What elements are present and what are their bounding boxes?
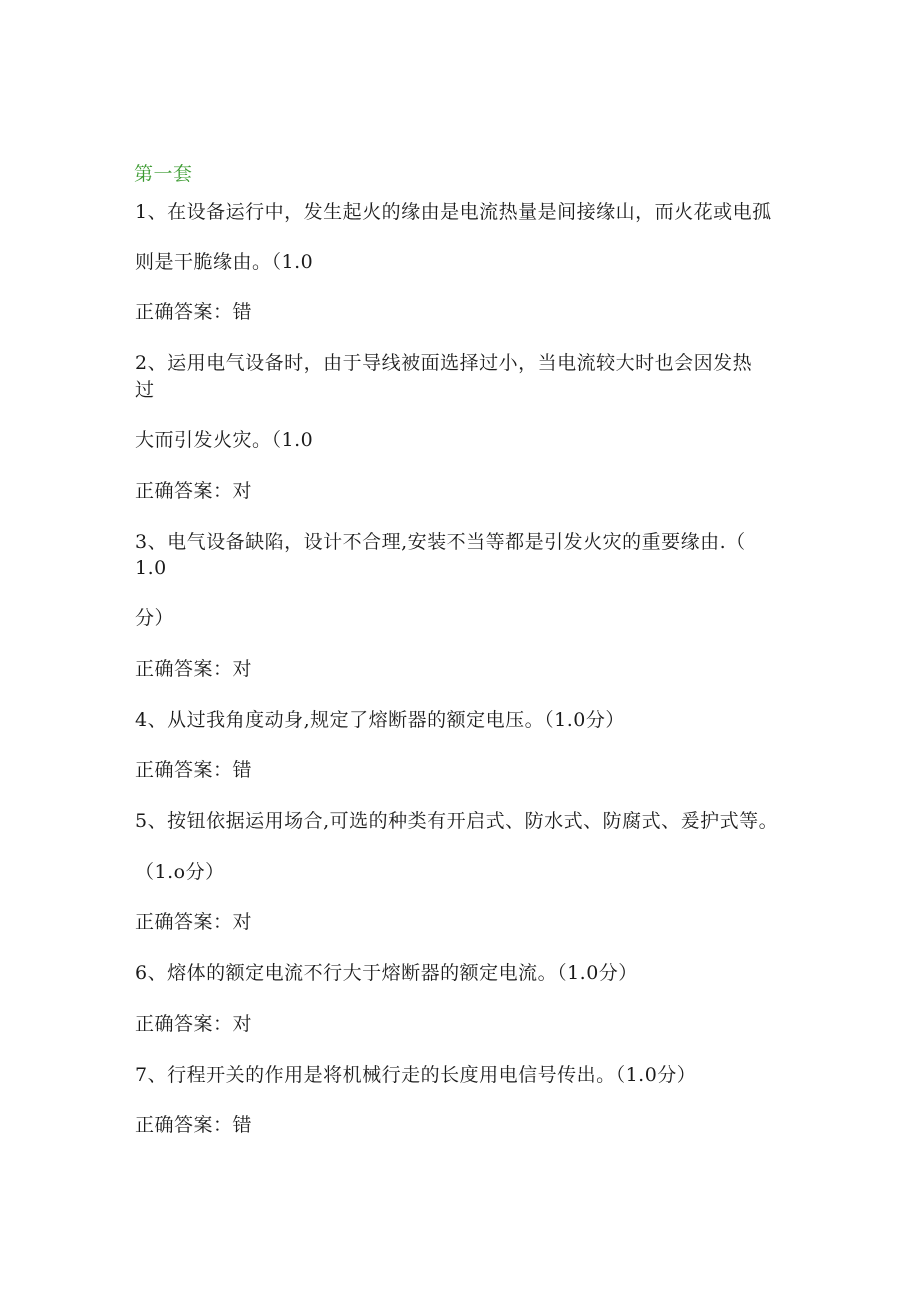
question-3-line-2: 1.0 [135, 557, 167, 579]
section-title: 第一套 [134, 163, 193, 185]
question-1-answer: 正确答案：错 [135, 301, 253, 323]
question-2-answer: 正确答案：对 [135, 480, 253, 502]
question-7-line-1: 7、行程开关的作用是将机械行走的长度用电信号传出。（1.0分） [135, 1064, 697, 1086]
question-7-answer: 正确答案：错 [135, 1114, 253, 1136]
question-5-line-2: （1.o分） [135, 861, 225, 883]
question-6-answer: 正确答案：对 [135, 1013, 253, 1035]
question-1-line-1: 1、在设备运行中，发生起火的缘由是电流热量是间接缘山，而火花或电孤 [135, 201, 772, 223]
question-3-answer: 正确答案：对 [135, 658, 253, 680]
question-6-line-1: 6、熔体的额定电流不行大于熔断器的额定电流。（1.0分） [135, 962, 638, 984]
question-3-line-3: 分） [135, 607, 175, 629]
question-4-answer: 正确答案：错 [135, 759, 253, 781]
question-1-line-2: 则是干脆缘由。（1.0 [135, 251, 314, 273]
question-4-line-1: 4、从过我角度动身,规定了熔断器的额定电压。（1.0分） [135, 709, 625, 731]
question-2-line-2: 过 [135, 379, 155, 401]
question-3-line-1: 3、电气设备缺陷，设计不合理,安装不当等都是引发火灾的重要缘由.（ [135, 531, 746, 553]
question-5-line-1: 5、按钮依据运用场合,可选的种类有开启式、防水式、防腐式、爰护式等。 [135, 810, 779, 832]
question-2-line-3: 大而引发火灾。（1.0 [135, 429, 314, 451]
question-5-answer: 正确答案：对 [135, 911, 253, 933]
question-2-line-1: 2、运用电气设备时，由于导线被面选择过小，当电流较大时也会因发热 [135, 352, 753, 374]
